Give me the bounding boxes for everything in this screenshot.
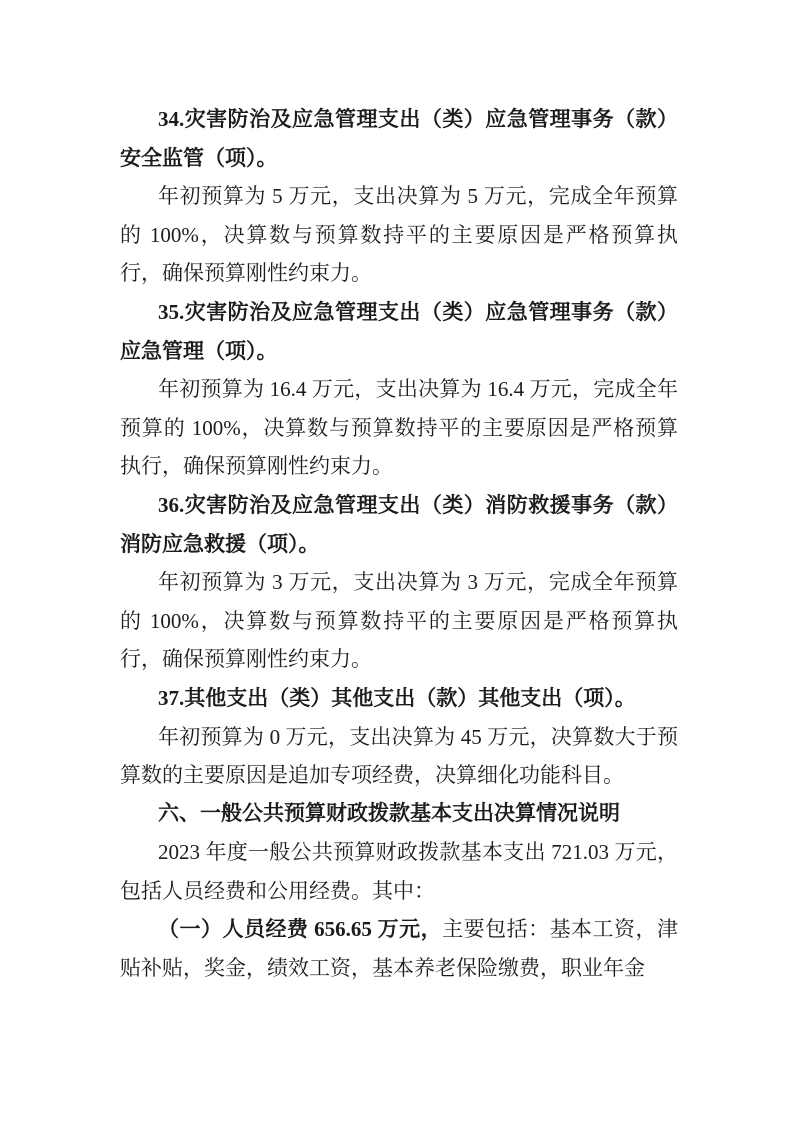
item-heading-34: 34.灾害防治及应急管理支出（类）应急管理事务（款）安全监管（项）。 <box>120 107 678 170</box>
item-heading-35: 35.灾害防治及应急管理支出（类）应急管理事务（款）应急管理（项）。 <box>120 299 678 363</box>
item-heading-36: 36.灾害防治及应急管理支出（类）消防救援事务（款）消防应急救援（项）。 <box>120 492 678 556</box>
personnel-funds-rest: 主要包括：基本工资，津贴补贴，奖金，绩效工资，基本养老保险缴费，职业年金 <box>120 917 679 981</box>
item-36-body: 年初预算为 3 万元，支出决算为 3 万元，完成全年预算的 100%，决算数与预算数持平的主要原因是严格预算执行，确保预算刚性约束力。 <box>120 570 678 672</box>
item-35-body: 年初预算为 16.4 万元，支出决算为 16.4 万元，完成全年预算的 100%，决算数与预算数持平的主要原因是严格预算执行，确保预算刚性约束力。 <box>120 377 678 479</box>
item-34-body: 年初预算为 5 万元，支出决算为 5 万元，完成全年预算的 100%，决算数与预算数持平的主要原因是严格预算执行，确保预算刚性约束力。 <box>120 184 678 286</box>
personnel-funds-lead: （一）人员经费 656.65 万元， <box>158 917 443 942</box>
section-heading-six: 六、一般公共预算财政拨款基本支出决算情况说明 <box>158 801 620 825</box>
personnel-funds-paragraph <box>120 910 678 987</box>
item-heading-37: 37.其他支出（类）其他支出（款）其他支出（项）。 <box>158 685 636 710</box>
document-content <box>120 100 678 988</box>
basic-expenditure-summary: 2023 年度一般公共预算财政拨款基本支出 721.03 万元，包括人员经费和公用经费。其中： <box>120 840 678 903</box>
item-37-body: 年初预算为 0 万元，支出决算为 45 万元，决算数大于预算数的主要原因是追加专项经费，决算细化功能科目。 <box>120 724 678 788</box>
